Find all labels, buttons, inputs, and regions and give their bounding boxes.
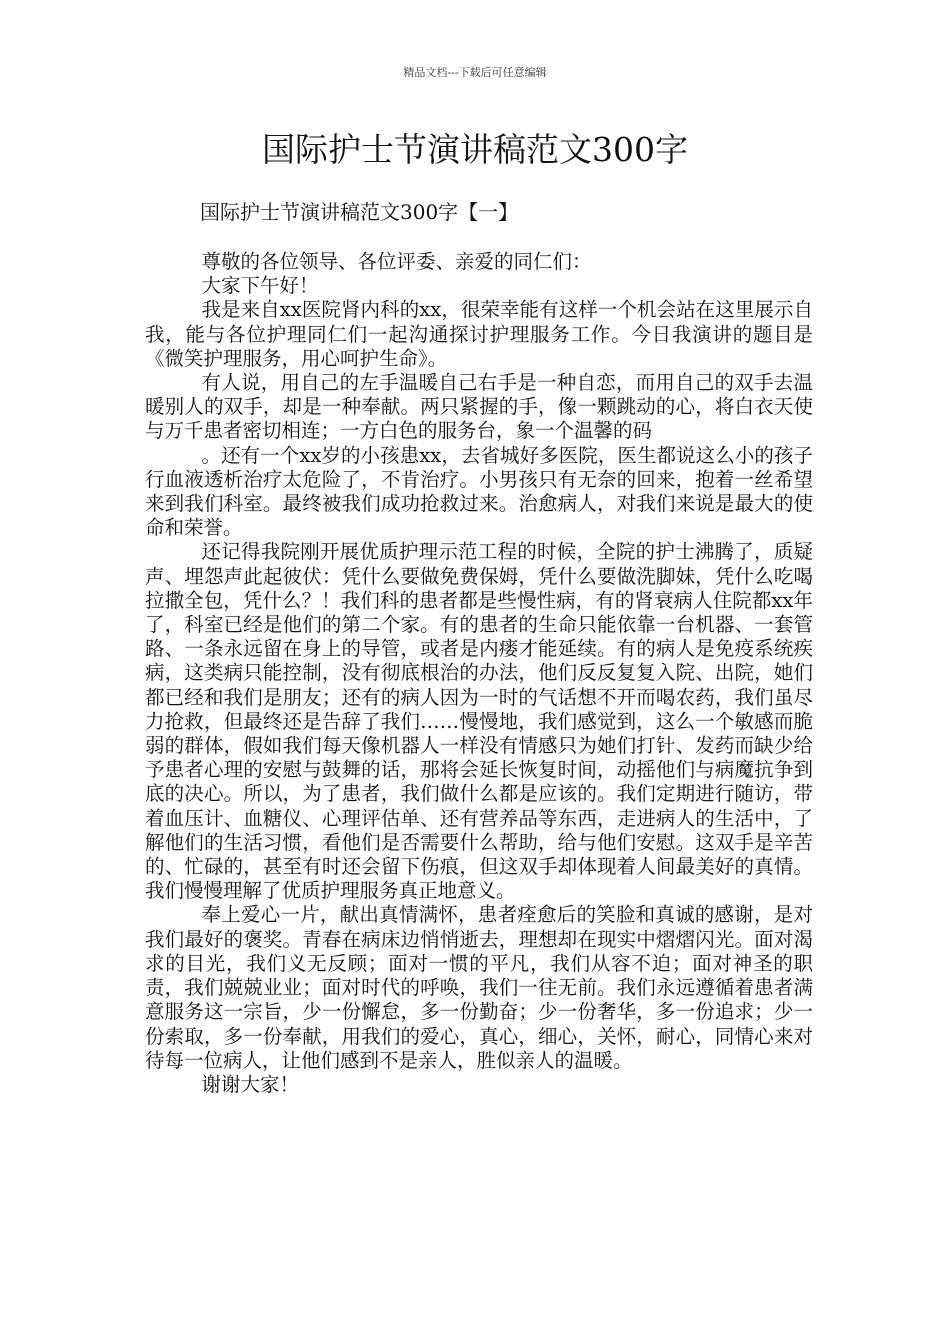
- paragraph-dedication: 奉上爱心一片，献出真情满怀，患者痊愈后的笑脸和真诚的感谢，是对我们最好的褒奖。青春在病床边悄悄逝去，理想却在现实中熠熠闪光。面对渴求的目光，我们义无反顾；面对一惯的平凡，我们从容不迫；面对神圣的职责，我们兢兢业业；面对时代的呼唤，我们一往无前。我们永远遵循着患者满意服务这一宗旨，少一份懈怠，多一份勤奋；少一份奢华，多一份追求；少一份索取，多一份奉献，用我们的爱心，真心，细心，关怀，耐心，同情心来对待每一位病人，让他们感到不是亲人，胜似亲人的温暖。: [145, 903, 813, 1072]
- section-subtitle: 国际护士节演讲稿范文300字【一】: [200, 200, 519, 224]
- header-note: 精品文档---下载后可任意编辑: [403, 66, 547, 79]
- paragraph-salutation: 大家下午好！: [201, 274, 319, 298]
- document-body: [145, 250, 813, 1097]
- paragraph-quality-care: 还记得我院刚开展优质护理示范工程的时候，全院的护士沸腾了，质疑声、埋怨声此起彼伏：凭什么要做免费保姆，凭什么要做洗脚妹，凭什么吃喝拉撒全包，凭什么？！我们科的患者都是些慢性病，有的肾衰病人住院都xx年了，科室已经是他们的第二个家。有的患者的生命只能依靠一台机器、一套管路、一条永远留在身上的导管，或者是内瘘才能延续。有的病人是免疫系统疾病，这类病只能控制，没有彻底根治的办法，他们反反复复入院、出院，她们都已经和我们是朋友；还有的病人因为一时的气话想不开而喝农药，我们虽尽力抢救，但最终还是告辞了我们……慢慢地，我们感觉到，这么一个敏感而脆弱的群体，假如我们每天像机器人一样没有情感只为她们打针、发药而缺少给予患者心理的安慰与鼓舞的话，那将会延长恢复时间，动摇他们与病魔抗争到底的决心。所以，为了患者，我们做什么都是应该的。我们定期进行随访，带着血压计、血糖仪、心理评估单、还有营养品等东西，走进病人的生活中，了解他们的生活习惯，看他们是否需要什么帮助，给与他们安慰。这双手是辛苦的、忙碌的，甚至有时还会留下伤痕，但这双手却体现着人间最美好的真情。我们慢慢理解了优质护理服务真正地意义。: [145, 540, 813, 903]
- paragraph-hands: 有人说，用自己的左手温暖自己右手是一种自恋，而用自己的双手去温暖别人的双手，却是一种奉献。两只紧握的手，像一颗跳动的心，将白衣天使与万千患者密切相连；一方白色的服务台，象一个温馨的码: [145, 371, 813, 443]
- paragraph-child-patient: 。还有一个xx岁的小孩患xx，去省城好多医院，医生都说这么小的孩子行血液透析治疗太危险了，不肯治疗。小男孩只有无奈的回来，抱着一丝希望来到我们科室。最终被我们成功抢救过来。治愈病人，对我们来说是最大的使命和荣誉。: [145, 443, 813, 540]
- paragraph-thanks: 谢谢大家！: [201, 1072, 300, 1096]
- paragraph-greeting: 尊敬的各位领导、各位评委、亲爱的同仁们：: [201, 250, 592, 273]
- paragraph-intro: 我是来自xx医院肾内科的xx，很荣幸能有这样一个机会站在这里展示自我，能与各位护理同仁们一起沟通探讨护理服务工作。今日我演讲的题目是《微笑护理服务，用心呵护生命》。: [145, 298, 813, 370]
- document-title: 国际护士节演讲稿范文300字: [262, 130, 688, 169]
